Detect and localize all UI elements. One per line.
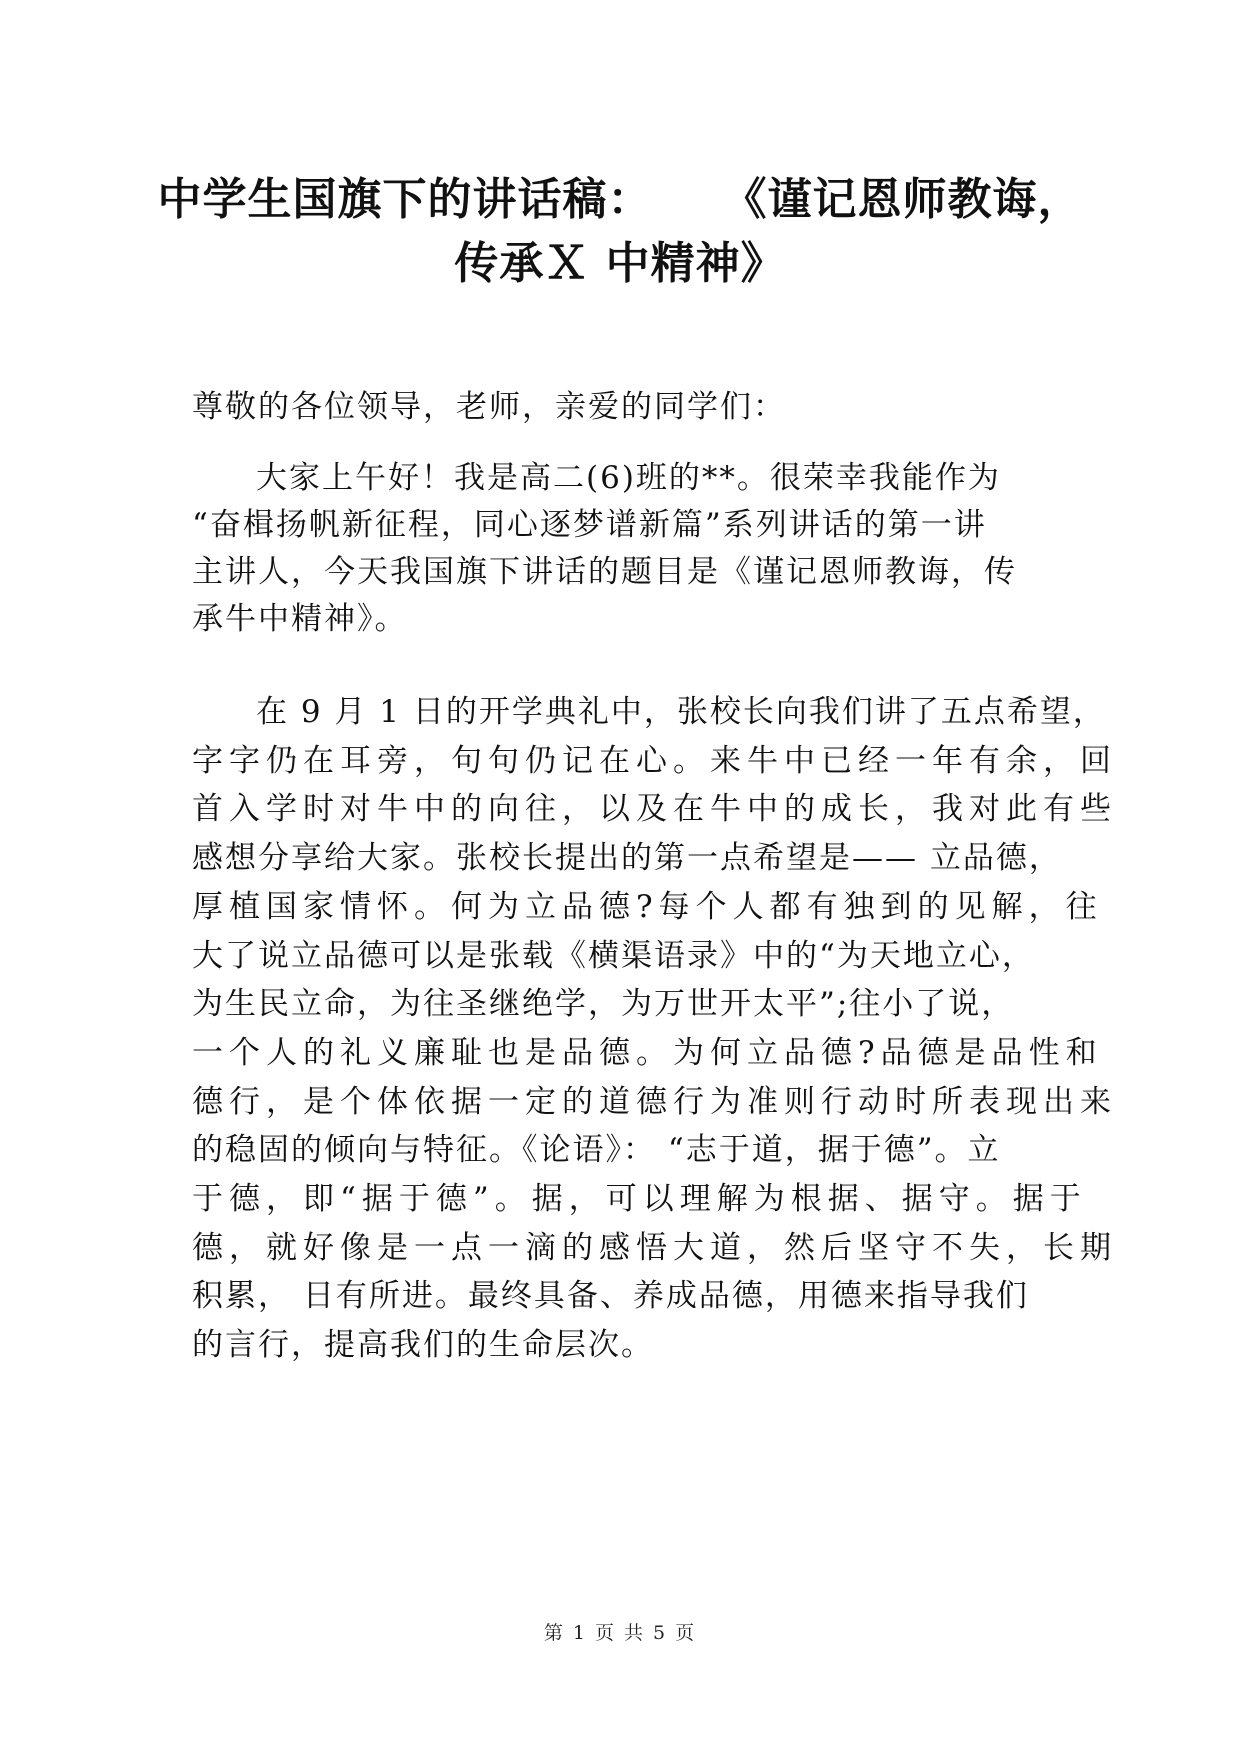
paragraph-2-line: 的稳固的倾向与特征。《论语》： “志于道，据于德”。立: [192, 1132, 1001, 1169]
paragraph-2-line: 字字仍在耳旁，句句仍记在心。来牛中已经一年有余，回: [192, 742, 1117, 779]
title-line-1: [150, 168, 1090, 232]
paragraph-2-line: 感想分享给大家。张校长提出的第一点希望是—— 立品德，: [192, 840, 1062, 877]
paragraph-1: [192, 455, 1092, 643]
paragraph-1-line: 主讲人，今天我国旗下讲话的题目是《谨记恩师教诲，传: [192, 554, 1017, 590]
paragraph-1-line: 承牛中精神》。: [192, 601, 408, 637]
paragraph-2-line: 德，就好像是一点一滴的感悟大道，然后坚守不失，长期: [192, 1229, 1117, 1266]
paragraph-2-line: 首入学时对牛中的向往，以及在牛中的成长，我对此有些: [192, 791, 1117, 828]
paragraph-2-line: 于德，即“据于德”。据，可以理解为根据、据守。据于: [192, 1181, 1087, 1218]
paragraph-1-line: 大家上午好！我是高二(6)班的**。很荣幸我能作为: [256, 460, 1001, 496]
paragraph-2-line: 为生民立命，为往圣继绝学，为万世开太平”;往小了说，: [192, 986, 1015, 1023]
paragraph-1-line: “奋楫扬帆新征程，同心逐梦谱新篇”系列讲话的第一讲: [192, 507, 987, 543]
paragraph-2-line: 德行，是个体依据一定的道德行为准则行动时所表现出来: [192, 1083, 1117, 1120]
paragraph-2-line: 积累， 日有所进。最终具备、养成品德，用德来指导我们: [192, 1278, 1029, 1315]
paragraph-2-line: 一个人的礼义廉耻也是品德。为何立品德?品德是品性和: [192, 1034, 1103, 1071]
salutation: 尊敬的各位领导，老师，亲爱的同学们：: [192, 389, 786, 425]
paragraph-2-line: 的言行，提高我们的生命层次。: [192, 1327, 654, 1364]
document-title: [150, 168, 1090, 296]
title-line-1-part-2: 《谨记恩师教诲，: [722, 174, 1083, 225]
paragraph-2: [192, 688, 1117, 1370]
title-line-2: 传承Ｘ 中精神》: [454, 238, 786, 289]
page-number-footer: 第 1 页 共 5 页: [543, 1622, 697, 1644]
paragraph-2-line: 厚植国家情怀。何为立品德?每个人都有独到的见解，往: [192, 888, 1103, 925]
paragraph-2-line: 大了说立品德可以是张载《横渠语录》中的“为天地立心，: [192, 937, 1035, 974]
paragraph-2-line: 在 9 月 1 日的开学典礼中，张校长向我们讲了五点希望，: [256, 694, 1106, 730]
title-line-1-part-1: 中学生国旗下的讲话稿：: [157, 174, 653, 225]
